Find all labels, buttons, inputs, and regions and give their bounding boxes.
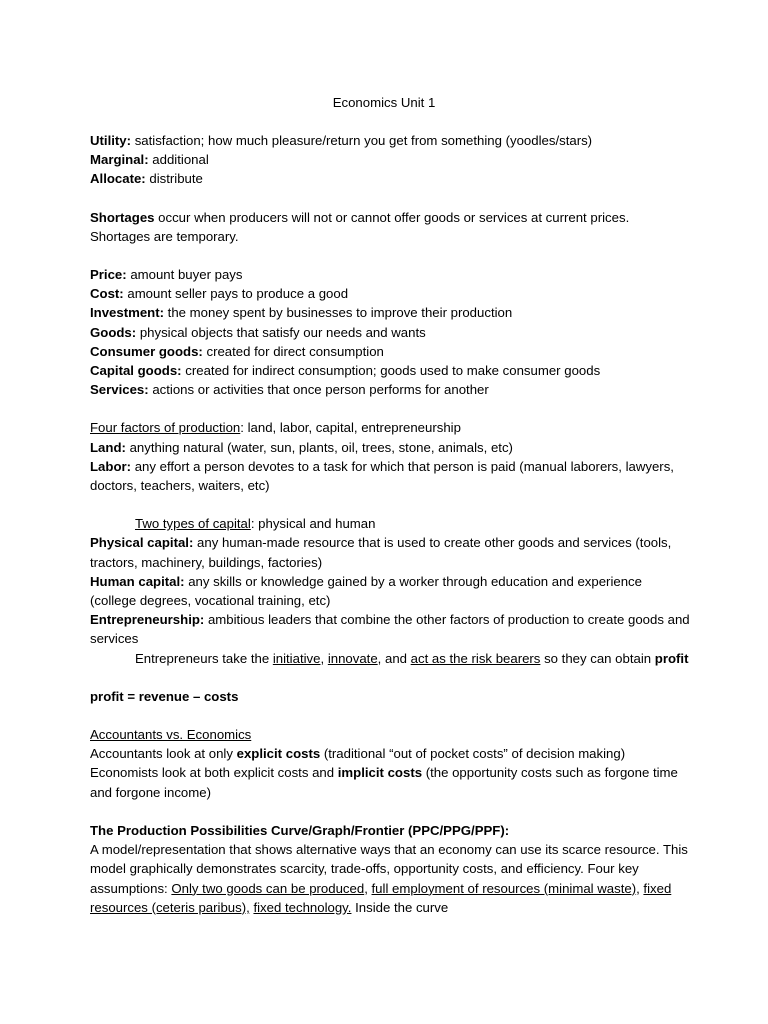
definition-allocate — [90, 169, 690, 188]
text-run: Inside the curve — [351, 899, 449, 915]
capital-heading — [90, 514, 690, 533]
definition-consumer-goods — [90, 342, 690, 361]
formula-text: profit = revenue – costs — [90, 688, 239, 704]
term: Consumer goods: — [90, 343, 203, 359]
bold-text: profit — [654, 650, 689, 666]
definition-text: any human-made resource that is used to create other goods and services (tools, tractors, machinery, buildings, factories) — [90, 535, 672, 570]
definition-text: satisfaction; how much pleasure/return you get from something (yoodles/stars) — [131, 133, 593, 148]
definition-text: created for indirect consumption; goods used to make consumer goods — [181, 363, 601, 379]
definition-text: created for direct consumption — [202, 343, 384, 359]
text-run: , and — [377, 650, 411, 666]
text-run: , — [320, 650, 328, 666]
term: Human capital: — [90, 573, 185, 589]
shortages-paragraph — [90, 208, 690, 246]
definition-services — [90, 380, 690, 399]
definition-text: ambitious leaders that combine the other factors of production to create goods and services — [90, 612, 690, 647]
term: Investment: — [90, 305, 165, 321]
accountants-line — [90, 744, 690, 763]
underlined-text: act as the risk bearers — [410, 650, 541, 666]
underlined-text: fixed technology. — [253, 899, 352, 915]
profit-formula — [90, 687, 690, 706]
definition-text: amount buyer pays — [126, 267, 243, 283]
definition-human-capital — [90, 572, 690, 610]
definition-text: amount seller pays to produce a good — [123, 286, 349, 302]
definition-investment — [90, 303, 690, 322]
text-run: Economists look at both explicit costs and — [90, 765, 338, 781]
definition-text: anything natural (water, sun, plants, oil, trees, stone, animals, etc) — [125, 439, 513, 455]
underlined-heading: Two types of capital — [135, 516, 251, 532]
definition-physical-capital — [90, 533, 690, 571]
definition-text: physical objects that satisfy our needs and wants — [136, 324, 426, 340]
text-run: Entrepreneurs take the — [135, 650, 273, 666]
definition-entrepreneurship — [90, 610, 690, 648]
term: Allocate: — [90, 171, 146, 187]
economists-line — [90, 763, 690, 801]
definition-text: any effort a person devotes to a task for which that person is paid (manual laborers, lawyers, doctors, teachers, waiters, etc) — [90, 458, 674, 494]
heading-rest: : physical and human — [250, 516, 376, 532]
text-run: Accountants look at only — [90, 746, 237, 762]
definition-text: any skills or knowledge gained by a worker through education and experience (college degrees, vocational training, etc) — [90, 573, 642, 609]
underlined-text: initiative — [272, 650, 321, 666]
bold-text: implicit costs — [337, 765, 423, 781]
underlined-text: Only two goods can be produced — [171, 880, 365, 896]
heading-rest: : land, labor, capital, entrepreneurship — [240, 420, 461, 436]
underlined-heading: Accountants vs. Economics — [90, 727, 252, 743]
term: Price: — [90, 267, 127, 283]
term: Labor: — [90, 458, 132, 474]
underlined-text: full employment of resources (minimal waste) — [371, 880, 637, 896]
definition-marginal — [90, 150, 690, 169]
term: Goods: — [90, 324, 137, 340]
factors-heading — [90, 418, 690, 437]
underlined-heading: Four factors of production — [90, 420, 241, 436]
document-title: Economics Unit 1 — [332, 95, 436, 110]
document-body — [90, 131, 690, 917]
definition-land — [90, 438, 690, 457]
entrepreneurs-paragraph — [90, 649, 690, 668]
term: Entrepreneurship: — [90, 612, 205, 628]
text-run: (traditional “out of pocket costs” of decision making) — [320, 746, 626, 762]
bold-text: explicit costs — [236, 746, 321, 762]
term: Capital goods: — [90, 363, 182, 379]
term: Services: — [90, 382, 149, 398]
text-run: , — [364, 880, 372, 896]
term: Physical capital: — [90, 535, 194, 551]
term: Cost: — [90, 286, 124, 302]
term: Land: — [90, 439, 126, 455]
text-run: , — [636, 880, 644, 896]
bold-heading: The Production Possibilities Curve/Graph/Frontier (PPC/PPG/PPF): — [90, 822, 510, 838]
definition-text: additional — [148, 152, 209, 168]
term: Shortages — [90, 209, 155, 225]
definition-labor — [90, 457, 690, 495]
definition-price — [90, 265, 690, 284]
definition-goods — [90, 323, 690, 342]
ppc-paragraph — [90, 840, 690, 917]
definition-utility — [90, 131, 690, 150]
ppc-heading — [90, 821, 690, 840]
text-run: so they can obtain — [540, 650, 655, 666]
text-run: A model/representation that shows alternative ways that an economy can use its scarce resource. This model graphically demonstrates scarcity, trade-offs, opportunity costs, and efficiency. Four key assumptions: — [90, 842, 688, 896]
definition-text: the money spent by businesses to improve their production — [164, 305, 513, 321]
definition-text: actions or activities that once person performs for another — [148, 382, 489, 398]
definition-text: distribute — [145, 171, 203, 187]
text-run: (the opportunity costs such as forgone time and forgone income) — [90, 765, 678, 800]
definition-text: occur when producers will not or cannot offer goods or services at current prices. Shortages are temporary. — [90, 209, 630, 244]
term: Marginal: — [90, 152, 149, 168]
term: Utility: — [90, 133, 132, 148]
underlined-text: fixed resources (ceteris paribus), — [90, 880, 672, 915]
accountants-heading — [90, 725, 690, 744]
definition-cost — [90, 284, 690, 303]
underlined-text: innovate — [327, 650, 378, 666]
definition-capital-goods — [90, 361, 690, 380]
